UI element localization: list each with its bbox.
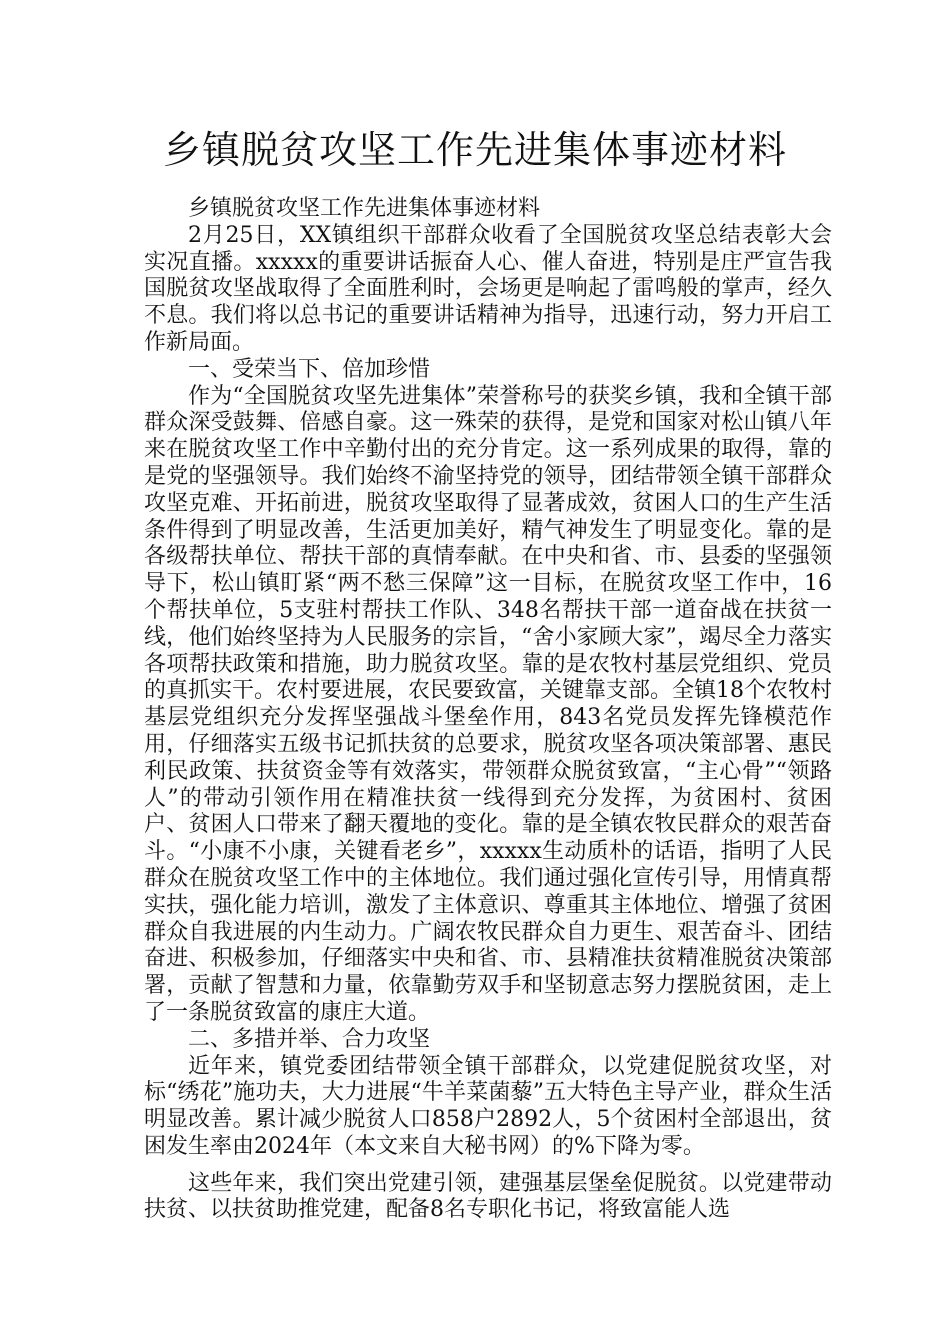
- document-body: [144, 196, 832, 1224]
- paragraph-section-2-continued: 这些年来，我们突出党建引领，建强基层堡垒促脱贫。以党建带动扶贫、以扶贫助推党建，配备8名专职化书记，将致富能人选: [144, 1170, 832, 1223]
- paragraph-intro: 2月25日，XX镇组织干部群众收看了全国脱贫攻坚总结表彰大会实况直播。xxxxx的重要讲话振奋人心、催人奋进，特别是庄严宣告我国脱贫攻坚战取得了全面胜利时，会场更是响起了雷鸣般的掌声，经久不息。我们将以总书记的重要讲话精神为指导，迅速行动，努力开启工作新局面。: [144, 222, 832, 355]
- section-heading-2: 二、多措并举、合力攻坚: [188, 1026, 431, 1052]
- paragraph-section-1: 作为“全国脱贫攻坚先进集体”荣誉称号的获奖乡镇，我和全镇干部群众深受鼓舞、倍感自豪。这一殊荣的获得，是党和国家对松山镇八年来在脱贫攻坚工作中辛勤付出的充分肯定。这一系列成果的取得，靠的是党的坚强领导。我们始终不渝坚持党的领导，团结带领全镇干部群众攻坚克难、开拓前进，脱贫攻坚取得了显著成效，贫困人口的生产生活条件得到了明显改善，生活更加美好，精气神发生了明显变化。靠的是各级帮扶单位、帮扶干部的真情奉献。在中央和省、市、县委的坚强领导下，松山镇盯紧“两不愁三保障”这一目标，在脱贫攻坚工作中，16个帮扶单位，5支驻村帮扶工作队、348名帮扶干部一道奋战在扶贫一线，他们始终坚持为人民服务的宗旨，“舍小家顾大家”，竭尽全力落实各项帮扶政策和措施，助力脱贫攻坚。靠的是农牧村基层党组织、党员的真抓实干。农村要进展，农民要致富，关键靠支部。全镇18个农牧村基层党组织充分发挥坚强战斗堡垒作用，843名党员发挥先锋模范作用，仔细落实五级书记抓扶贫的总要求，脱贫攻坚各项决策部署、惠民利民政策、扶贫资金等有效落实，带领群众脱贫致富，“主心骨”“领路人”的带动引领作用在精准扶贫一线得到充分发挥，为贫困村、贫困户、贫困人口带来了翻天覆地的变化。靠的是全镇农牧民群众的艰苦奋斗。“小康不小康，关键看老乡”，xxxxx生动质朴的话语，指明了人民群众在脱贫攻坚工作中的主体地位。我们通过强化宣传引导，用情真帮实扶，强化能力培训，激发了主体意识、尊重其主体地位、增强了贫困群众自我进展的内生动力。广阔农牧民群众自力更生、艰苦奋斗、团结奋进、积极参加，仔细落实中央和省、市、县精准扶贫精准脱贫决策部署，贡献了智慧和力量，依靠勤劳双手和坚韧意志努力摆脱贫困，走上了一条脱贫致富的康庄大道。: [144, 383, 832, 1025]
- paragraph-subtitle: 乡镇脱贫攻坚工作先进集体事迹材料: [188, 196, 541, 221]
- section-heading-1: 一、受荣当下、倍加珍惜: [188, 356, 431, 382]
- document-title: 乡镇脱贫攻坚工作先进集体事迹材料: [162, 128, 787, 172]
- paragraph-section-2: 近年来，镇党委团结带领全镇干部群众，以党建促脱贫攻坚，对标“绣花”施功夫，大力进展“牛羊菜菌藜”五大特色主导产业，群众生活明显改善。累计减少脱贫人口858户2892人，5个贫困村全部退出，贫困发生率由2024年（本文来自大秘书网）的%下降为零。: [144, 1053, 832, 1159]
